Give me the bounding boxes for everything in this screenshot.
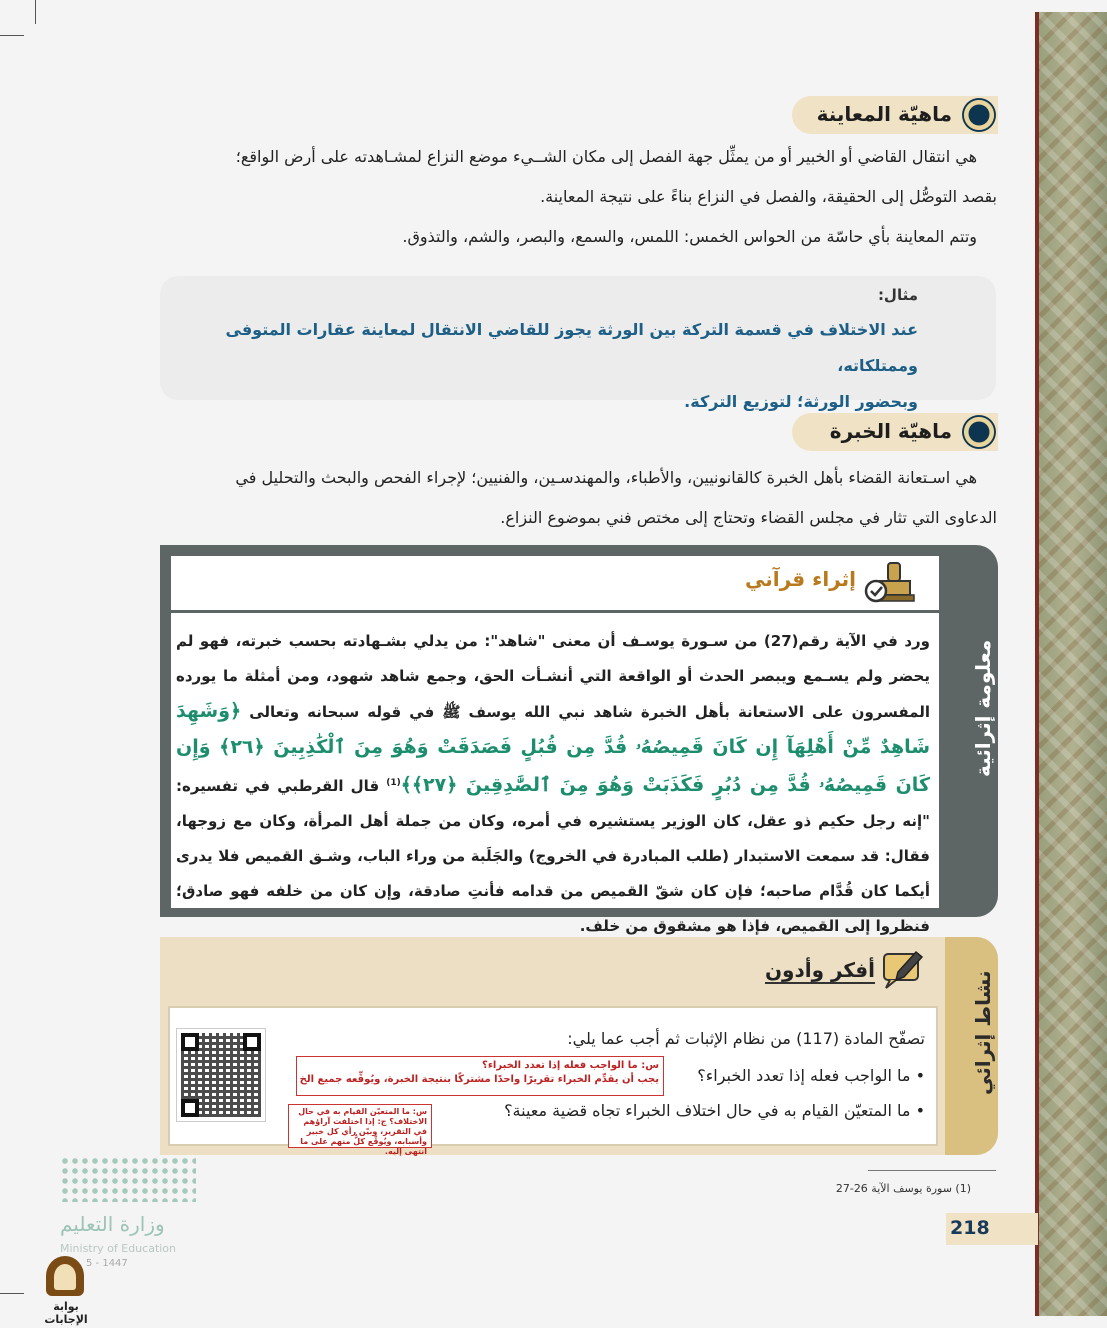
example-title: مثال: bbox=[877, 286, 918, 304]
page-number-box bbox=[946, 1213, 1038, 1245]
page-number: 218 bbox=[950, 1217, 990, 1239]
footnote-marker: (1) bbox=[386, 778, 401, 788]
quran-side-label: معلومة إثرائية bbox=[971, 640, 995, 778]
answer-box-2: س: ما المتعيّن القيام به في حال الاختلاف؟ ج: إذا اختلفت آراؤهم في التقرير، وبيّن رأي كل خبير وأسبابه، ويُوقِّع كلٌّ منهم على ما انتهى إليه. bbox=[288, 1104, 432, 1148]
pencil-note-icon bbox=[880, 946, 926, 990]
qr-code-icon[interactable] bbox=[176, 1028, 266, 1122]
crop-mark bbox=[0, 1293, 24, 1294]
answers-portal-logo: بوابة الإجابات bbox=[30, 1256, 102, 1322]
activity-instruction: تصفّح المادة (117) من نظام الإثبات ثم أجب عما يلي: bbox=[567, 1029, 925, 1048]
expertise-line-1: هي اسـتعانة القضاء بأهل الخبرة كالقانونيين، والأطباء، والمهندسـين، والفنيين؛ لإجراء الفحص والبحث والتحليل في bbox=[235, 468, 977, 487]
crop-mark bbox=[35, 0, 36, 24]
quran-body-text: ورد في الآية رقم(27) من سـورة يوسـف أن معنى "شاهد": من يدلي بشـهادته بحسب خبرته، فهو لم يحضر ولم يسـمع ويبصر الحدث أو الواقعة التي أنشـأت الحق، وجمع شاهد شهود، ومن أمثلة ما يورده المفسرون على الاستعانة بأهل الخبرة شاهد نبي الله يوسف ﷺ في قوله سبحانه وتعالى ﴿وَشَهِدَ شَاهِدٌ مِّنْ أَهْلِهَآ إِن كَانَ قَمِيصُهُۥ قُدَّ مِن قُبُلٍ فَصَدَقَتْ وَهُوَ مِنَ ٱلْكَٰذِبِينَ ﴿٢٦﴾ وَإِن كَانَ قَمِيصُهُۥ قُدَّ مِن دُبُرٍ فَكَذَبَتْ وَهُوَ مِنَ ٱلصَّٰدِقِينَ ﴿٢٧﴾﴾$^{(1)}$ قال القرطبي في تفسيره: "إنه رجل حكيم ذو عقل، كان الوزير يستشيره في أمره، وكان من جملة أهل المرأة، وكان مع زوجها، فقال: قد سمعت الاستبدار (طلب المبادرة في الخروج) والجَلَبة من وراء الباب، وشـق القميص فلا يدرى أيكما كان قُدَّام صاحبه؛ فإن كان شقّ القميص من قدامه فأنتِ صادقة، وإن كان من خلفه فهو صادق؛ فنظروا إلى القميص، فإذا هو مشقوق من خلف. bbox=[176, 632, 930, 935]
footnote: (1) سورة يوسف الآية 26-27 bbox=[835, 1182, 971, 1195]
crop-mark bbox=[0, 35, 24, 36]
ministry-dots-icon bbox=[60, 1156, 196, 1202]
section-heading-inspection: ماهيّة المعاينة bbox=[792, 96, 998, 134]
inspection-line-2: بقصد التوصُّل إلى الحقيقة، والفصل في النزاع بناءً على نتيجة المعاينة. bbox=[540, 187, 997, 206]
expertise-line-2: الدعاوى التي تثار في مجلس القضاء وتحتاج إلى مختص فني بموضوع النزاع. bbox=[500, 508, 997, 527]
example-text: عند الاختلاف في قسمة التركة بين الورثة يجوز للقاضي الانتقال لمعاينة عقارات المتوفى وممتلكاته، وبحضور الورثة؛ لتوزيع التركة. bbox=[225, 320, 918, 411]
activity-question-1: • ما الواجب فعله إذا تعدد الخبراء؟ bbox=[697, 1066, 925, 1085]
quran-header: إثراء قرآني bbox=[168, 553, 942, 613]
answer-box-1: س: ما الواجب فعله إذا تعدد الخبراء؟ يجب أن يقدِّم الخبراء تقريرًا واحدًا مشتركًا بنتيجة الخبرة، ويُوقِّعه جميع الخ bbox=[296, 1056, 664, 1096]
inspection-line-3: وتتم المعاينة بأي حاسّة من الحواس الخمس: اللمس، والسمع، والبصر، والشم، والتذوق. bbox=[402, 227, 977, 246]
activity-side-label: نشاط إثرائي bbox=[971, 970, 995, 1095]
decorative-border bbox=[1035, 12, 1107, 1316]
star-badge-icon bbox=[960, 96, 998, 134]
section-heading-expertise: ماهيّة الخبرة bbox=[792, 413, 998, 451]
inspection-line-1: هي انتقال القاضي أو الخبير أو من يمثِّل جهة الفصل إلى مكان الشــيء موضع النزاع لمشـاهدته على أرض الواقع؛ bbox=[235, 147, 977, 166]
dome-icon bbox=[46, 1256, 84, 1296]
star-badge-icon bbox=[960, 413, 998, 451]
ministry-logo: وزارة التعليم Ministry of Education 5 - 1447 bbox=[60, 1150, 200, 1266]
quran-verse: ﴿وَشَهِدَ شَاهِدٌ مِّنْ أَهْلِهَآ إِن كَانَ قَمِيصُهُۥ قُدَّ مِن قُبُلٍ فَصَدَقَتْ وَهُوَ مِنَ ٱلْكَٰذِبِينَ ﴿٢٦﴾ وَإِن كَانَ قَمِيصُهُۥ قُدَّ مِن دُبُرٍ فَكَذَبَتْ وَهُوَ مِنَ ٱلصَّٰدِقِينَ ﴿٢٧﴾﴾ bbox=[176, 700, 930, 796]
stamp-check-icon bbox=[864, 561, 920, 605]
footnote-divider bbox=[868, 1170, 996, 1171]
activity-question-2: • ما المتعيّن القيام به في حال اختلاف الخبراء تجاه قضية معينة؟ bbox=[504, 1101, 925, 1120]
example-box bbox=[160, 276, 996, 411]
